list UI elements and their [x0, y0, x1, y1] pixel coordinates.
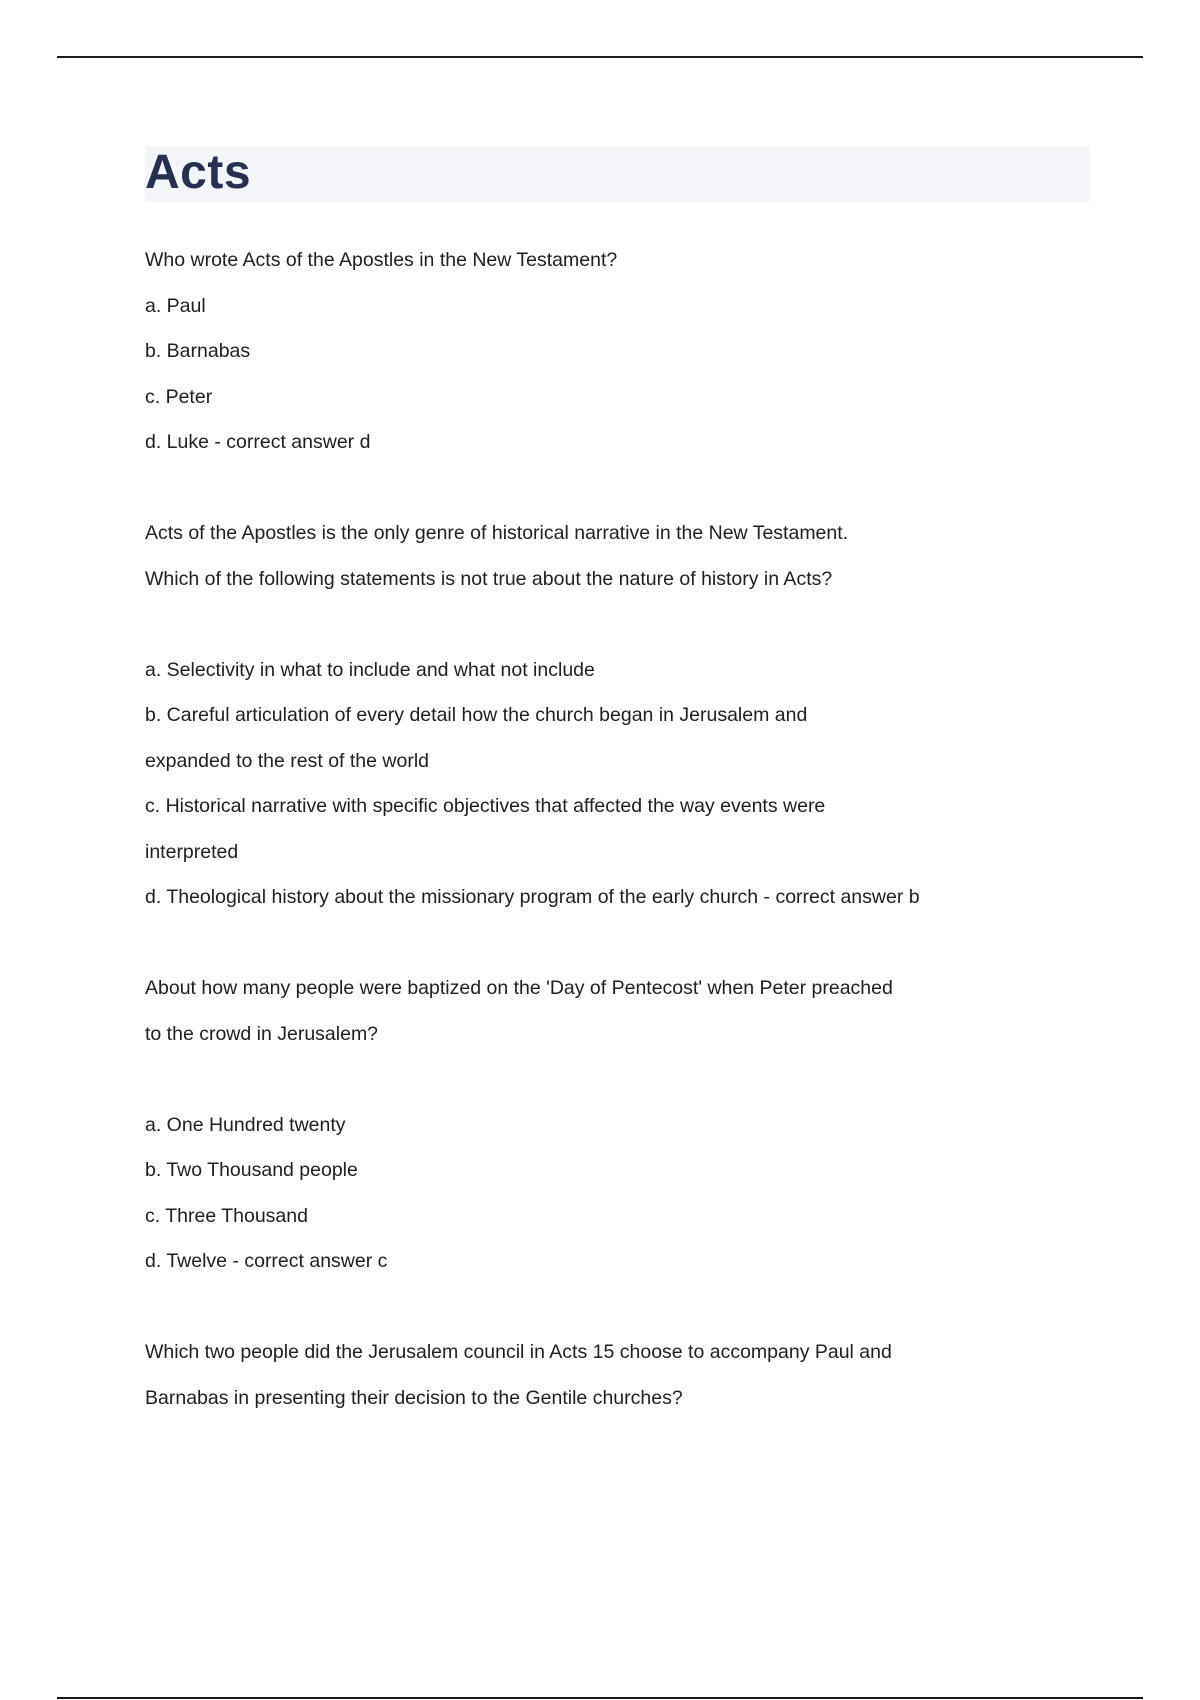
question-3-text-line-2: to the crowd in Jerusalem? — [145, 1023, 379, 1045]
question-1-option-c: c. Peter — [145, 386, 213, 408]
top-rule — [57, 56, 1143, 58]
question-2-text-line-1: Acts of the Apostles is the only genre of historical narrative in the New Testament. — [145, 522, 849, 544]
question-1-option-b: b. Barnabas — [145, 340, 251, 362]
bottom-rule — [57, 1697, 1143, 1699]
question-1-text: Who wrote Acts of the Apostles in the New Testament? — [145, 249, 618, 271]
question-1-option-a: a. Paul — [145, 295, 206, 317]
question-2-option-c-line-2: interpreted — [145, 841, 239, 863]
question-2-option-b-line-1: b. Careful articulation of every detail how the church began in Jerusalem and — [145, 704, 808, 726]
question-4-text-line-1: Which two people did the Jerusalem council in Acts 15 choose to accompany Paul and — [145, 1341, 892, 1363]
question-3-option-d: d. Twelve - correct answer c — [145, 1250, 388, 1272]
question-3-option-c: c. Three Thousand — [145, 1205, 308, 1227]
question-3-option-a: a. One Hundred twenty — [145, 1114, 346, 1136]
title-band — [145, 146, 1090, 202]
question-1-option-d: d. Luke - correct answer d — [145, 431, 371, 453]
question-2-text-line-2: Which of the following statements is not true about the nature of history in Acts? — [145, 568, 833, 590]
question-2-option-d: d. Theological history about the missionary program of the early church - correct answer b — [145, 886, 920, 908]
question-2-option-a: a. Selectivity in what to include and what not include — [145, 659, 595, 681]
question-3-text-line-1: About how many people were baptized on the 'Day of Pentecost' when Peter preached — [145, 977, 893, 999]
question-2-option-c-line-1: c. Historical narrative with specific objectives that affected the way events were — [145, 795, 826, 817]
document-title: Acts — [145, 146, 252, 199]
question-4-text-line-2: Barnabas in presenting their decision to the Gentile churches? — [145, 1387, 683, 1409]
question-3-option-b: b. Two Thousand people — [145, 1159, 358, 1181]
question-2-option-b-line-2: expanded to the rest of the world — [145, 750, 430, 772]
